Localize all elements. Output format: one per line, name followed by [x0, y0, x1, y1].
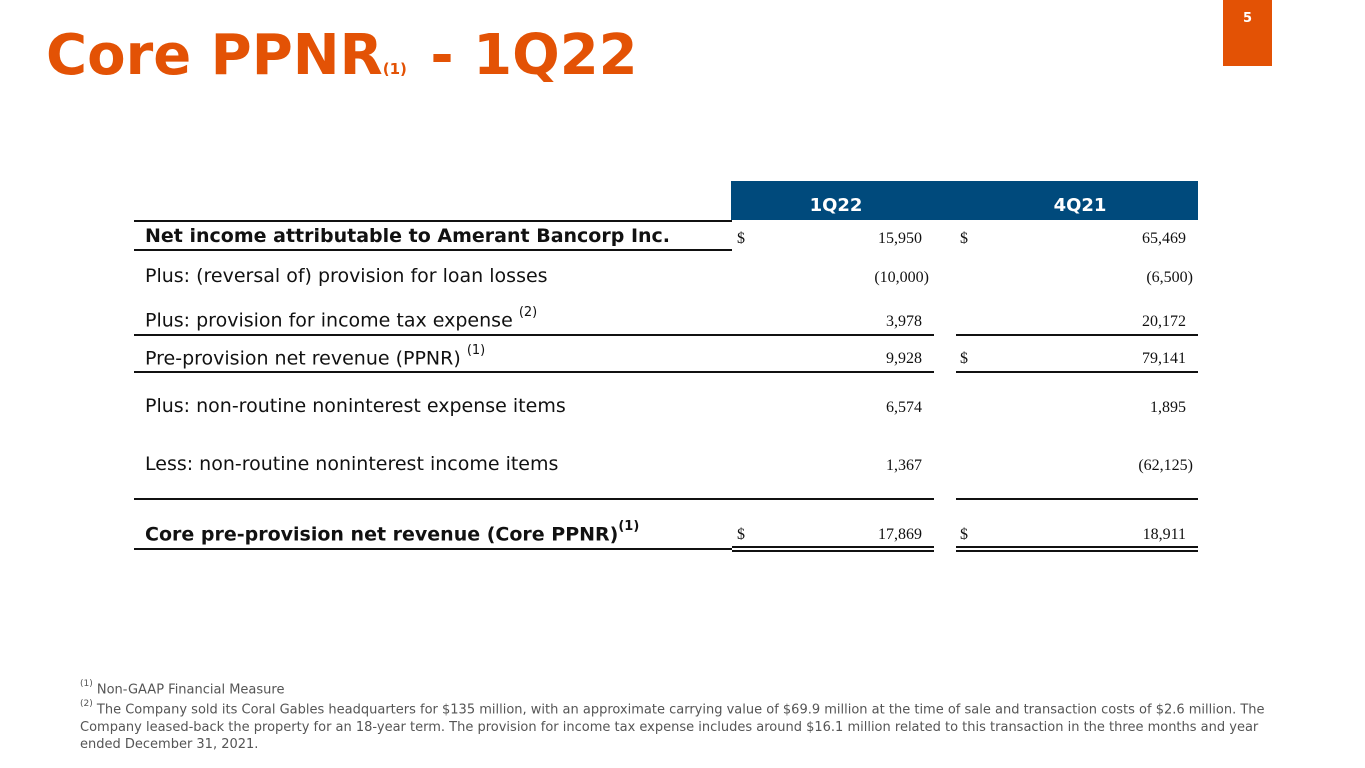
footnotes — [80, 678, 1300, 753]
row-3-rule-left — [134, 371, 934, 373]
row-4-col1-value: 6,574 — [886, 399, 922, 416]
row-label-noninterest-expense — [145, 395, 566, 417]
footnote-1 — [80, 678, 1300, 698]
row-label-text: Plus: non-routine noninterest expense items — [145, 395, 566, 417]
row-0-rule — [134, 249, 732, 251]
row-label-provision-loan-losses — [145, 265, 548, 287]
row-6-col1-value: 17,869 — [878, 526, 922, 543]
page-number-badge — [1223, 0, 1272, 66]
row-4-col2-value: 1,895 — [1150, 399, 1186, 416]
row-label-text: Net income attributable to Amerant Bancorp Inc. — [145, 225, 671, 247]
row-2-superscript: (2) — [518, 305, 538, 320]
row-label-text: Less: non-routine noninterest income items — [145, 453, 559, 475]
footnote-1-text: Non-GAAP Financial Measure — [92, 682, 285, 698]
row-0-col2-dollar: $ — [960, 230, 968, 247]
row-2-rule-right — [956, 334, 1198, 336]
row-label-core-ppnr — [145, 519, 640, 546]
row-6-double-rule-col2-top — [956, 546, 1198, 548]
row-3-col2-dollar: $ — [960, 350, 968, 367]
row-1-col1-value: (10,000) — [874, 269, 929, 286]
row-6-double-rule-col2-bottom — [956, 550, 1198, 552]
row-6-col2-value: 18,911 — [1142, 526, 1186, 543]
page-number: 5 — [1242, 11, 1253, 26]
row-label-text: Pre-provision net revenue (PPNR) — [145, 347, 461, 370]
column-header-1q22: 1Q22 — [809, 195, 863, 216]
row-6-col2-dollar: $ — [960, 526, 968, 543]
row-5-rule-left — [134, 498, 934, 500]
row-3-superscript: (1) — [466, 343, 486, 358]
row-0-col2-value: 65,469 — [1142, 230, 1186, 247]
row-5-rule-right — [956, 498, 1198, 500]
row-label-noninterest-income — [145, 453, 558, 475]
footnote-2-text: The Company sold its Coral Gables headquarters for $135 million, with an approximate carrying value of $69.9 million at the time of sale and transaction costs of $2.6 million. The Company leased-back the property for an 18-year term. The provision for income tax expense includes around $16.1 million related to this transaction in the three months and year ended December 31, 2021. — [80, 702, 1265, 752]
row-6-double-rule-col1-top — [732, 546, 934, 548]
page-title-suffix: - 1Q22 — [410, 23, 638, 88]
footnote-1-marker: (1) — [80, 679, 93, 689]
row-6-superscript: (1) — [618, 519, 640, 534]
row-label-text: Plus: provision for income tax expense — [145, 309, 513, 332]
row-label-text: Core pre-provision net revenue (Core PPNR) — [145, 523, 619, 546]
row-label-income-tax — [145, 305, 538, 332]
row-3-rule-right — [956, 371, 1198, 373]
page-title-main: Core PPNR — [46, 23, 383, 88]
row-6-rule-label — [134, 548, 732, 550]
row-3-col2-value: 79,141 — [1142, 350, 1186, 367]
page-title — [46, 22, 638, 103]
row-3-col1-value: 9,928 — [886, 350, 922, 367]
row-2-rule-left — [134, 334, 934, 336]
row-label-text: Plus: (reversal of) provision for loan losses — [145, 265, 548, 287]
row-5-col1-value: 1,367 — [886, 457, 922, 474]
page-title-superscript: (1) — [382, 60, 407, 78]
column-header-4q21: 4Q21 — [1053, 195, 1107, 216]
row-2-col2-value: 20,172 — [1142, 313, 1186, 330]
header-rule — [134, 220, 732, 222]
row-label-ppnr — [145, 343, 486, 370]
row-5-col2-value: (62,125) — [1138, 457, 1193, 474]
footnote-2-marker: (2) — [80, 699, 93, 710]
row-label-net-income — [145, 225, 670, 247]
row-0-col1-value: 15,950 — [878, 230, 922, 247]
row-2-col1-value: 3,978 — [886, 313, 922, 330]
row-1-col2-value: (6,500) — [1146, 269, 1193, 286]
row-0-col1-dollar: $ — [737, 230, 745, 247]
row-6-double-rule-col1-bottom — [732, 550, 934, 552]
row-6-col1-dollar: $ — [737, 526, 745, 543]
footnote-2 — [80, 698, 1300, 752]
